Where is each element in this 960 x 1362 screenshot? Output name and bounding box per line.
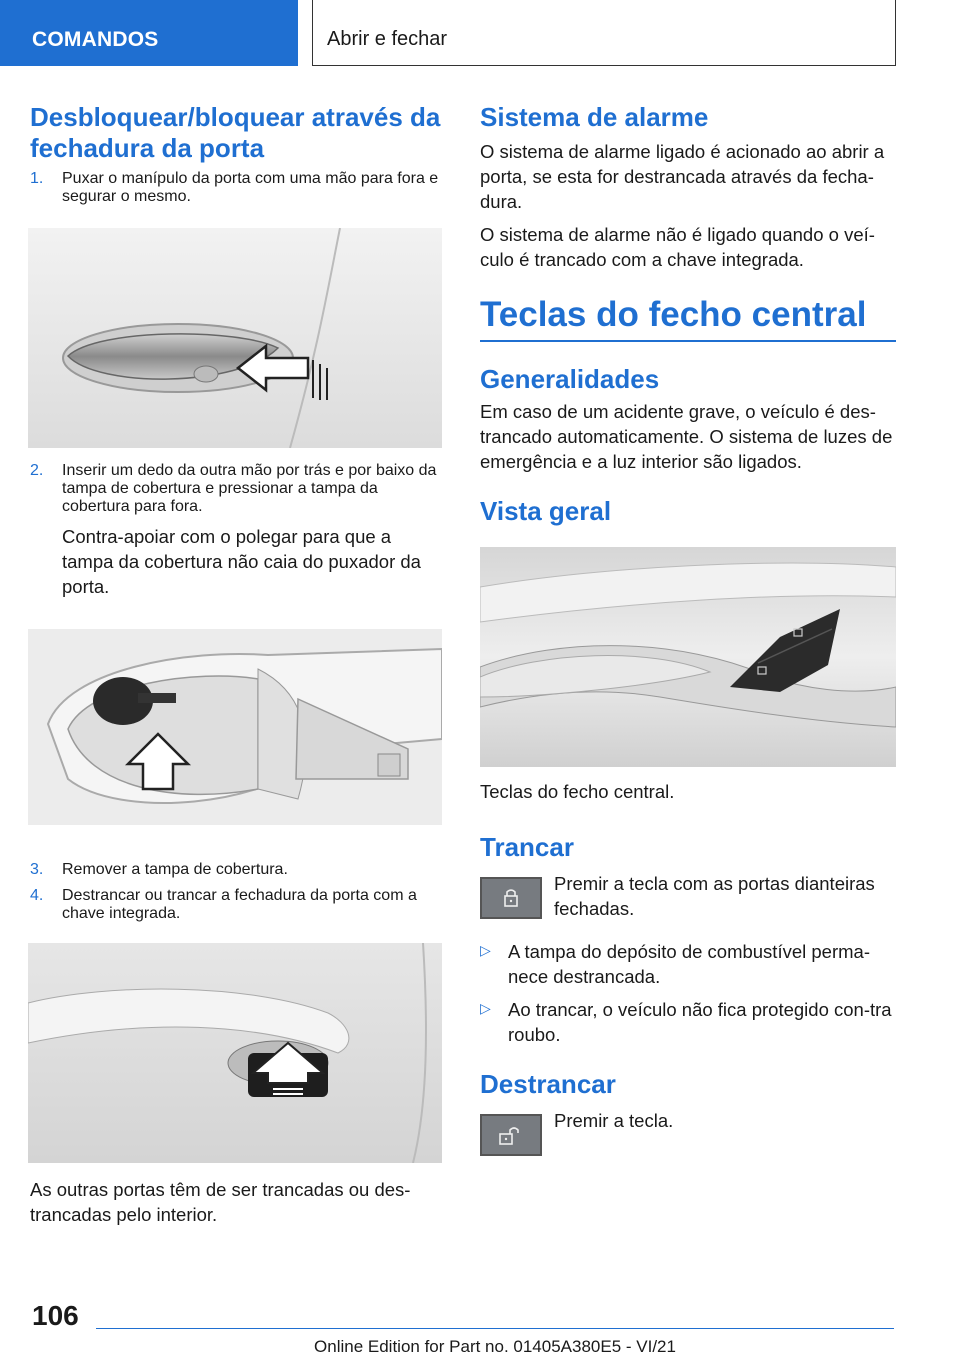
chapter-heading-central-locking: Teclas do fecho central xyxy=(480,295,867,334)
step-number: 3. xyxy=(30,861,44,878)
triangle-right-icon: ▷ xyxy=(480,942,491,958)
figure-central-locking-buttons xyxy=(480,547,896,767)
overview-caption: Teclas do fecho central. xyxy=(480,781,675,802)
door-handle-illustration xyxy=(28,228,442,448)
note-text: Ao trancar, o veículo não fica protegido con-tra roubo. xyxy=(508,999,892,1045)
alarm-paragraph-2: O sistema de alarme não é ligado quando o veí-culo é trancado com a chave integrada. xyxy=(480,224,875,270)
step-1 xyxy=(30,170,446,206)
lock-note-2 xyxy=(480,997,896,1047)
step-number: 2. xyxy=(30,462,44,479)
section-tab: COMANDOS xyxy=(0,0,298,66)
step-4 xyxy=(30,887,446,923)
integrated-key-illustration xyxy=(28,943,442,1163)
figure-door-handle-pull xyxy=(28,228,442,448)
unlock-key-row xyxy=(480,1108,896,1156)
step-text: Destrancar ou trancar a fechadura da porta com a chave integrada. xyxy=(62,887,417,922)
section-heading-general: Generalidades xyxy=(480,364,660,394)
closing-paragraph: As outras portas têm de ser trancadas ou des-trancadas pelo interior. xyxy=(30,1179,411,1225)
general-paragraph: Em caso de um acidente grave, o veículo é des-trancado automaticamente. O sistema de luzes de emergência e a luz interior são ligados. xyxy=(480,401,893,472)
heading-rule xyxy=(480,340,896,342)
left-column xyxy=(30,100,446,1227)
section-heading-unlock: Destrancar xyxy=(480,1069,616,1099)
step-number: 4. xyxy=(30,887,44,904)
step-text: Inserir um dedo da outra mão por trás e por baixo da tampa de cobertura e pressionar a tampa da cobertura para fora. xyxy=(62,462,437,515)
section-heading-lock: Trancar xyxy=(480,832,574,862)
triangle-right-icon: ▷ xyxy=(480,1000,491,1016)
unlock-key-icon xyxy=(480,1114,542,1156)
section-heading-alarm: Sistema de alarme xyxy=(480,102,709,132)
lock-note-1 xyxy=(480,939,896,989)
step-text: Puxar o manípulo da porta com uma mão para fora e segurar o mesmo. xyxy=(62,170,439,205)
figure-integrated-key xyxy=(28,943,442,1163)
chapter-title: Abrir e fechar xyxy=(312,0,896,66)
note-text: A tampa do depósito de combustível perma-nece destrancada. xyxy=(508,941,870,987)
unlock-text: Premir a tecla. xyxy=(554,1110,674,1131)
figure-cover-cap-removal xyxy=(28,629,442,825)
central-locking-buttons-illustration xyxy=(480,547,896,767)
step-2 xyxy=(30,462,446,516)
lock-key-icon xyxy=(480,877,542,919)
alarm-paragraph-1: O sistema de alarme ligado é acionado ao abrir a porta, se esta for destrancada através da fecha-dura. xyxy=(480,141,885,212)
step-2-note: Contra-apoiar com o polegar para que a tampa da cobertura não caia do puxador da porta. xyxy=(62,526,421,597)
page-number: 106 xyxy=(32,1300,79,1331)
footer-edition: Online Edition for Part no. 01405A380E5 - VI/21 xyxy=(96,1328,894,1357)
lock-key-row xyxy=(480,871,896,921)
lock-text: Premir a tecla com as portas dianteiras fechadas. xyxy=(554,873,875,919)
right-column xyxy=(480,100,896,1156)
step-text: Remover a tampa de cobertura. xyxy=(62,861,288,878)
step-number: 1. xyxy=(30,170,44,187)
cover-cap-illustration xyxy=(28,629,442,825)
step-3 xyxy=(30,861,446,879)
section-heading-overview: Vista geral xyxy=(480,496,612,526)
section-heading-door-lock: Desbloquear/bloquear através da fechadura da porta xyxy=(30,102,441,163)
